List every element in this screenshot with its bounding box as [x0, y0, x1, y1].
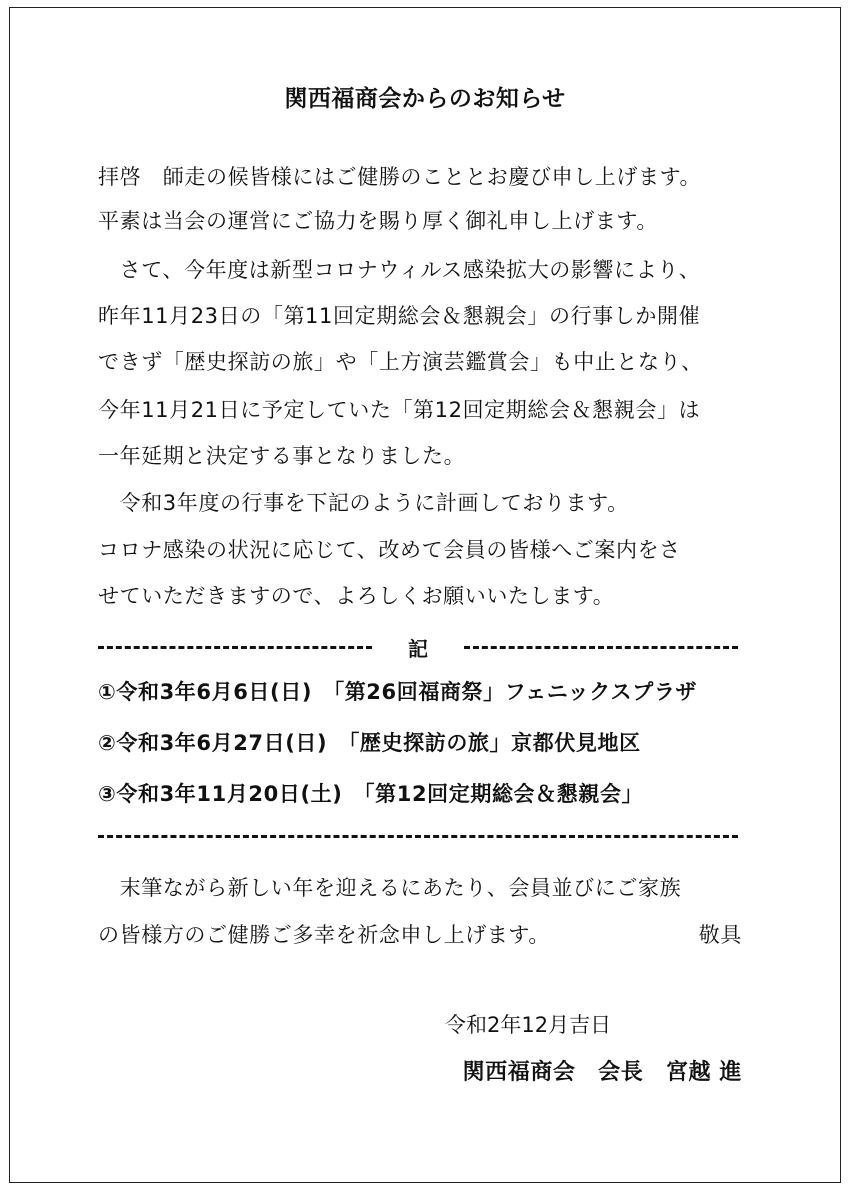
- event-item-3: ③令和3年11月20日(土) 「第12回定期総会＆懇親会」: [98, 782, 644, 806]
- closing-line-1: 末筆ながら新しい年を迎えるにあたり、会員並びにご家族: [98, 876, 682, 900]
- event-item-2: ②令和3年6月27日(日) 「歴史探訪の旅」京都伏見地区: [98, 731, 641, 755]
- body-line-2: 平素は当会の運営にご協力を賜り厚く御礼申し上げます。: [98, 209, 658, 233]
- body-line-1: 拝啓 師走の候皆様にはご健勝のこととお慶び申し上げます。: [98, 165, 702, 189]
- ki-dash-left: [98, 646, 372, 649]
- ki-label: 記: [408, 636, 428, 661]
- closing-line-2: の皆様方のご健勝ご多幸を祈念申し上げます。: [98, 923, 550, 947]
- document-date: 令和2年12月吉日: [445, 1013, 612, 1037]
- body-line-4: 昨年11月23日の「第11回定期総会＆懇親会」の行事しか開催: [98, 304, 701, 328]
- event-item-1: ①令和3年6月6日(日) 「第26回福商祭」フェニックスプラザ: [98, 680, 698, 704]
- body-line-6: 今年11月21日に予定していた「第12回定期総会＆懇親会」は: [98, 398, 701, 422]
- closing-separator: [98, 835, 738, 838]
- body-line-10: せていただきますので、よろしくお願いいたします。: [98, 584, 615, 608]
- document-title: 関西福商会からのお知らせ: [284, 86, 566, 112]
- ki-separator: [98, 632, 738, 662]
- ki-dash-right: [464, 646, 738, 649]
- signature: 関西福商会 会長 宮越 進: [462, 1060, 742, 1085]
- body-line-5: できず「歴史探訪の旅」や「上方演芸鑑賞会」も中止となり、: [98, 350, 703, 374]
- body-line-7: 一年延期と決定する事となりました。: [98, 444, 466, 468]
- body-line-9: コロナ感染の状況に応じて、改めて会員の皆様へご案内をさ: [98, 538, 681, 562]
- body-line-3: さて、今年度は新型コロナウィルス感染拡大の影響により、: [98, 258, 701, 282]
- body-line-8: 令和3年度の行事を下記のように計画しております。: [98, 491, 629, 515]
- keigu: 敬具: [698, 923, 742, 947]
